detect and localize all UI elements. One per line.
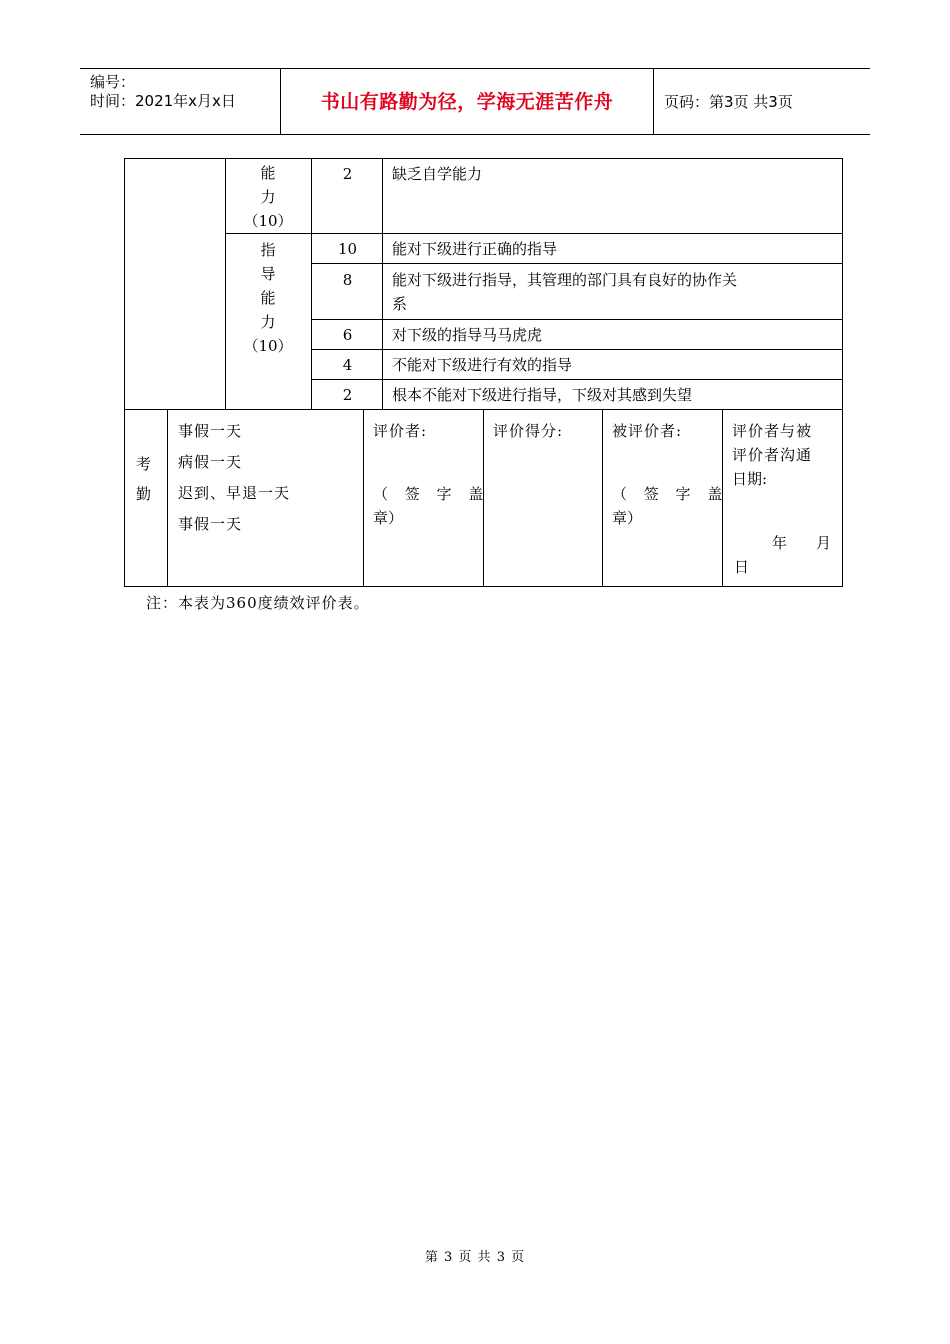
document-number-label: 编号： [90,73,136,91]
description-cell: 能对下级进行指导，其管理的部门具有良好的协作关 [392,271,738,289]
table-border-top [124,158,843,159]
score-cell: 4 [342,356,353,374]
column-divider [602,409,603,587]
attendance-item: 病假一天 [178,453,243,471]
description-cell: 根本不能对下级进行指导，下级对其感到失望 [392,386,693,404]
row-divider [311,379,843,380]
evaluator-signature-hint: 章） [373,509,404,527]
evaluation-score-label: 评价得分: [493,422,564,440]
table-note: 注：本表为360度绩效评价表。 [146,594,370,612]
date-year: 年 [772,534,788,552]
evaluator-label: 评价者: [373,422,428,440]
score-cell: 10 [337,240,358,258]
attendance-label-char: 勤 [136,485,152,503]
description-cell: 能对下级进行正确的指导 [392,240,558,258]
row-divider [225,233,843,234]
header-page-label: 页码：第3页 共3页 [664,93,793,111]
evaluatee-label: 被评价者: [612,422,683,440]
column-divider [167,409,168,587]
score-cell: 6 [342,326,353,344]
category-char: 能 [260,164,276,182]
communication-date-label: 评价者沟通 [732,446,813,464]
page-header [80,68,870,135]
evaluation-table [124,158,843,587]
page-footer: 第 3 页 共 3 页 [424,1250,526,1265]
evaluatee-signature-hint: 章） [612,509,643,527]
communication-date-label: 评价者与被 [732,422,813,440]
description-cell: 对下级的指导马马虎虎 [392,326,543,344]
communication-date-label: 日期: [732,470,768,488]
header-motto: 书山有路勤为径，学海无涯苦作舟 [281,69,654,134]
guidance-category [225,238,311,358]
description-cell-continued: 系 [392,295,408,313]
category-char: 导 [260,265,276,283]
row-divider [311,319,843,320]
document-time-label: 时间：2021年x月x日 [90,92,236,110]
evaluatee-signature-hint: （ 签 字 盖 [612,485,729,503]
attendance-label-char: 考 [136,455,152,473]
attendance-item: 事假一天 [178,515,243,533]
category-weight: （10） [243,337,293,355]
attendance-item: 迟到、早退一天 [178,484,291,502]
column-divider [363,409,364,587]
category-char: 指 [260,241,276,259]
evaluator-signature-hint: （ 签 字 盖 [373,485,490,503]
description-cell: 缺乏自学能力 [392,165,483,183]
header-meta [80,69,281,134]
description-cell: 不能对下级进行有效的指导 [392,356,573,374]
date-day: 日 [734,558,750,576]
category-char: 能 [260,289,276,307]
category-char: 力 [260,188,276,206]
table-border-right [842,158,843,587]
date-month: 月 [816,534,832,552]
row-divider [311,263,843,264]
self-learning-category [225,161,311,233]
attendance-item: 事假一天 [178,422,243,440]
score-cell: 2 [342,165,353,183]
row-divider [311,349,843,350]
score-cell: 8 [342,271,353,289]
category-weight: （10） [243,212,293,230]
table-border-left [124,158,125,587]
category-char: 力 [260,313,276,331]
score-cell: 2 [342,386,353,404]
